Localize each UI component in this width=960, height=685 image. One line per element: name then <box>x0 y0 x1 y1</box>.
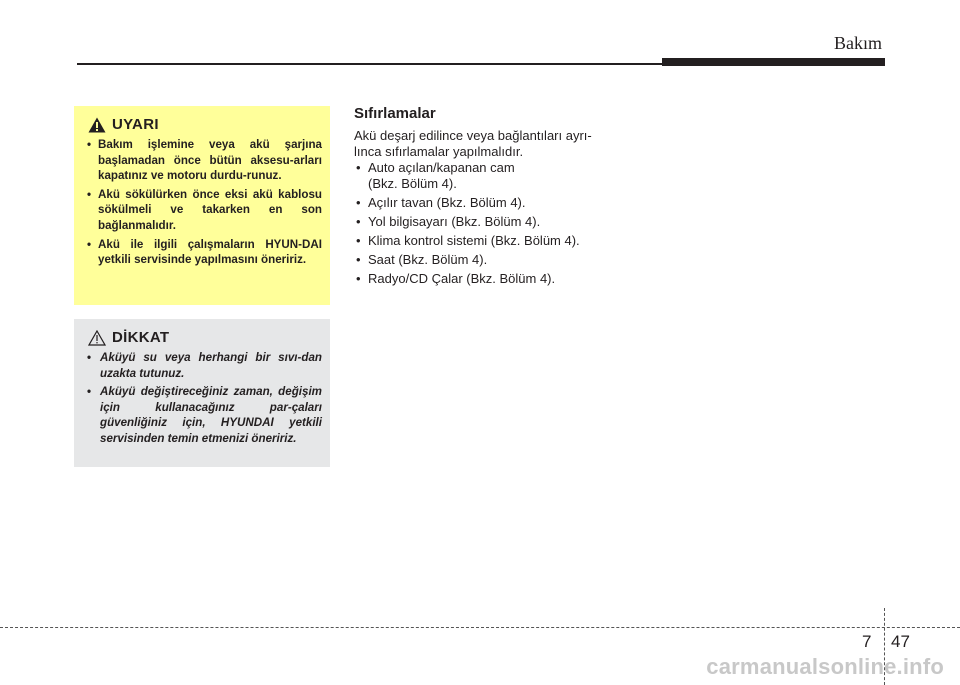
list-item <box>354 195 634 211</box>
caution-item: • Aküyü değiştireceğiniz zaman, değişim için kullanacağınız par-çaları güvenliğiniz için, HYUNDAI yetkili servisinden temin etmenizi öneririz. <box>82 384 322 446</box>
caution-list <box>82 350 322 447</box>
caution-item: • Aküyü su veya herhangi bir sıvı-dan uzakta tutunuz. <box>82 350 322 381</box>
warning-title: UYARI <box>112 116 159 133</box>
watermark: carmanualsonline.info <box>706 654 944 679</box>
section-intro: Akü deşarj edilince veya bağlantıları ayrı-lınca sıfırlamalar yapılmalıdır. <box>354 128 592 159</box>
list-item <box>354 252 634 268</box>
warning-triangle-icon <box>88 117 106 133</box>
footer-rule <box>0 627 960 628</box>
list-item <box>354 160 634 191</box>
list-item-text: Auto açılan/kapanan cam <box>368 160 515 175</box>
caution-triangle-icon <box>88 330 106 346</box>
caution-heading <box>88 329 322 346</box>
warning-heading <box>88 116 322 133</box>
header-rule-bar <box>662 58 885 66</box>
list-item-text: Saat (Bkz. Bölüm 4). <box>368 251 488 267</box>
section-title: Sıfırlamalar <box>354 105 436 122</box>
caution-title: DİKKAT <box>112 329 170 346</box>
page-number: 47 <box>891 632 910 651</box>
warning-list <box>82 137 322 268</box>
caution-box <box>74 319 330 467</box>
warning-item: • Akü ile ilgili çalışmaların HYUN-DAI yetkili servisinde yapılmasını öneririz. <box>82 237 322 268</box>
list-item-continuation: (Bkz. Bölüm 4). <box>368 175 457 191</box>
page-header-title: Bakım <box>834 33 882 53</box>
list-item <box>354 233 634 249</box>
warning-item: • Akü sökülürken önce eksi akü kablosu sökülmeli ve takarken en son bağlanmalıdır. <box>82 187 322 234</box>
list-item <box>354 214 634 230</box>
list-item-text: Klima kontrol sistemi (Bkz. Bölüm 4). <box>368 232 580 248</box>
list-item-text: Yol bilgisayarı (Bkz. Bölüm 4). <box>368 213 541 229</box>
reset-list <box>354 160 634 290</box>
list-item-text: Açılır tavan (Bkz. Bölüm 4). <box>368 194 526 210</box>
list-item <box>354 271 634 287</box>
header-rule <box>77 63 662 65</box>
chapter-number: 7 <box>862 632 872 651</box>
warning-item: • Bakım işlemine veya akü şarjına başlamadan önce bütün aksesu-arları kapatınız ve motoru durdu-runuz. <box>82 137 322 184</box>
warning-box <box>74 106 330 305</box>
list-item-text: Radyo/CD Çalar (Bkz. Bölüm 4). <box>368 270 556 286</box>
